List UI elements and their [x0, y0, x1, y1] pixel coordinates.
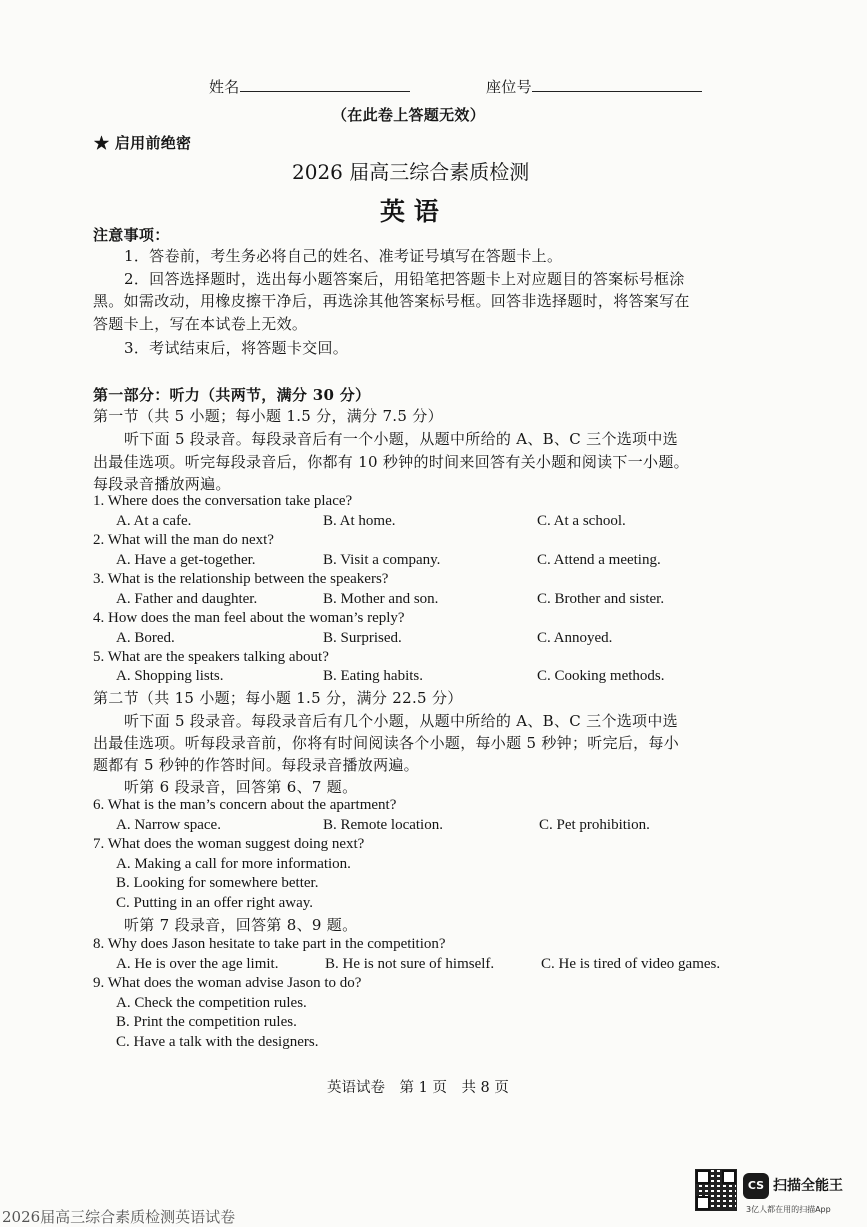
question-stem: 2. What will the man do next? [93, 532, 274, 548]
qr-code-icon [696, 1170, 736, 1210]
secret-mark [94, 132, 191, 153]
subject-title: 英 语 [380, 197, 439, 226]
section2-instruction: 题都有 5 秒钟的作答时间。每段录音播放两遍。 [93, 756, 419, 774]
notice-line: 1．答卷前，考生务必将自己的姓名、准考证号填写在答题卡上。 [124, 247, 563, 265]
section2-instruction: 出最佳选项。听每段录音前，你将有时间阅读各个小题，每小题 5 秒钟；听完后，每小 [93, 734, 680, 752]
section1-heading: 第一节（共 5 小题；每小题 1.5 分，满分 7.5 分） [93, 407, 443, 425]
question-stem: 6. What is the man’s concern about the apartment? [93, 797, 397, 813]
part1-heading: 第一部分：听力（共两节，满分 30 分） [93, 386, 371, 404]
invalid-note: （在此卷上答题无效） [332, 106, 486, 124]
file-watermark: 2026届高三综合素质检测英语试卷 [2, 1208, 236, 1226]
section1-instruction: 每段录音播放两遍。 [93, 475, 231, 493]
exam-title: 2026 届高三综合素质检测 [292, 160, 530, 184]
option-c: C. Pet prohibition. [539, 817, 650, 833]
option-b: B. Eating habits. [323, 668, 423, 684]
option-a: A. Father and daughter. [116, 591, 258, 607]
name-field-label [209, 76, 410, 97]
question-stem: 8. Why does Jason hesitate to take part in the competition? [93, 936, 446, 952]
notice-line: 答题卡上，写在本试卷上无效。 [93, 315, 308, 333]
question-stem: 3. What is the relationship between the speakers? [93, 571, 389, 587]
camscanner-logo-icon: CS [743, 1173, 769, 1199]
secret-label: 启用前绝密 [114, 134, 192, 152]
notice-line: 3．考试结束后，将答题卡交回。 [124, 339, 349, 357]
seat-underline [532, 77, 702, 92]
page-number: 英语试卷 第 1 页 共 8 页 [327, 1080, 509, 1096]
scanner-app-name: 扫描全能王 [773, 1178, 843, 1194]
passage-intro: 听第 7 段录音，回答第 8、9 题。 [124, 916, 358, 934]
section2-instruction: 听下面 5 段录音。每段录音后有几个小题，从题中所给的 A、B、C 三个选项中选 [124, 712, 678, 730]
option-c: C. Have a talk with the designers. [116, 1034, 319, 1050]
option-c: C. Annoyed. [537, 630, 613, 646]
option-a: A. Have a get-together. [116, 552, 256, 568]
option-c: C. Putting in an offer right away. [116, 895, 314, 911]
option-b: B. At home. [323, 513, 396, 529]
question-stem: 4. How does the man feel about the woman’s reply? [93, 610, 405, 626]
option-b: B. Print the competition rules. [116, 1014, 297, 1030]
option-a: A. Shopping lists. [116, 668, 224, 684]
question-stem: 5. What are the speakers talking about? [93, 649, 329, 665]
scanner-tagline: 3亿人都在用的扫描App [746, 1205, 831, 1214]
option-b: B. Visit a company. [323, 552, 441, 568]
notice-line: 黑。如需改动，用橡皮擦干净后，再选涂其他答案标号框。回答非选择题时，将答案写在 [93, 292, 690, 310]
section1-instruction: 出最佳选项。听完每段录音后，你都有 10 秒钟的时间来回答有关小题和阅读下一小题。 [93, 453, 689, 471]
option-a: A. At a cafe. [116, 513, 192, 529]
option-a: A. He is over the age limit. [116, 956, 279, 972]
notice-heading: 注意事项： [93, 226, 170, 244]
question-stem: 7. What does the woman suggest doing next? [93, 836, 365, 852]
option-a: A. Bored. [116, 630, 175, 646]
option-a: A. Narrow space. [116, 817, 221, 833]
option-b: B. Mother and son. [323, 591, 439, 607]
option-c: C. Cooking methods. [537, 668, 665, 684]
notice-line: 2．回答选择题时，选出每小题答案后，用铅笔把答题卡上对应题目的答案标号框涂 [124, 270, 685, 288]
seat-label: 座位号 [486, 78, 532, 96]
star-icon: ★ [94, 134, 110, 152]
option-c: C. He is tired of video games. [541, 956, 721, 972]
option-b: B. Surprised. [323, 630, 402, 646]
option-c: C. Attend a meeting. [537, 552, 661, 568]
seat-field-label [486, 76, 702, 97]
option-b: B. Remote location. [323, 817, 443, 833]
passage-intro: 听第 6 段录音，回答第 6、7 题。 [124, 778, 358, 796]
question-stem: 9. What does the woman advise Jason to do? [93, 975, 362, 991]
option-c: C. At a school. [537, 513, 626, 529]
option-c: C. Brother and sister. [537, 591, 665, 607]
name-underline [240, 77, 410, 92]
name-label: 姓名 [209, 78, 240, 96]
section1-instruction: 听下面 5 段录音。每段录音后有一个小题，从题中所给的 A、B、C 三个选项中选 [124, 430, 678, 448]
section2-heading: 第二节（共 15 小题；每小题 1.5 分，满分 22.5 分） [93, 689, 463, 707]
option-b: B. Looking for somewhere better. [116, 875, 319, 891]
option-a: A. Making a call for more information. [116, 856, 351, 872]
option-a: A. Check the competition rules. [116, 995, 307, 1011]
option-b: B. He is not sure of himself. [325, 956, 495, 972]
question-stem: 1. Where does the conversation take place? [93, 493, 353, 509]
